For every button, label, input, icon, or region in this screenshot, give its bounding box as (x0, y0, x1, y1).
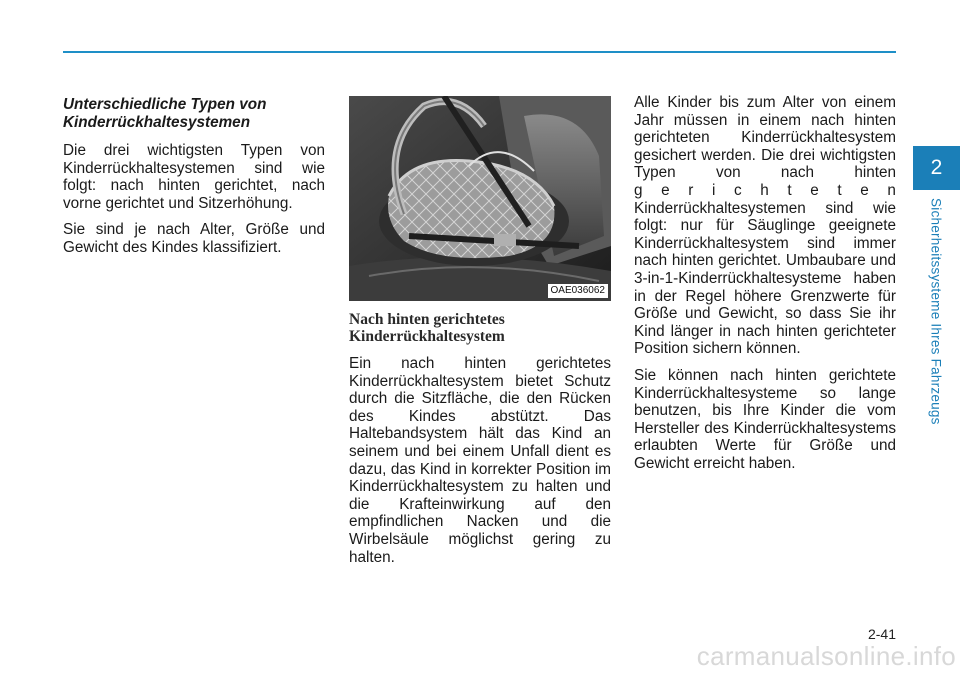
spaced-letter: t (787, 181, 792, 199)
spaced-letter: t (837, 181, 842, 199)
child-seat-photo (349, 96, 611, 301)
spaced-letter: h (760, 181, 769, 199)
chapter-number: 2 (930, 156, 943, 179)
header-rule (63, 51, 896, 53)
chapter-label (918, 198, 954, 438)
paragraph-start: Alle Kinder bis zum Alter von einem Jahr müssen in einem nach hinten gerichteten Kinderrückhaltesystem gesichert werden. Die drei wichtigsten Typen von nach hinten (634, 94, 896, 182)
paragraph: Sie sind je nach Alter, Größe und Gewicht des Kindes klassifiziert. (63, 221, 325, 256)
page-number: 2-41 (867, 626, 896, 642)
paragraph: Die drei wichtigsten Typen von Kinderrückhaltesystemen sind wie folgt: nach hinten gerichtet, nach vorne gerichtet und Sitzerhöhung. (63, 142, 325, 212)
paragraph (634, 94, 896, 358)
spaced-letter: n (887, 181, 896, 199)
chapter-title: Sicherheitssysteme Ihres Fahrzeugs (928, 198, 944, 425)
spaced-word (634, 182, 896, 200)
watermark: carmanualsonline.info (696, 641, 956, 671)
spaced-letter: e (860, 181, 869, 199)
spaced-letter: g (634, 181, 643, 199)
paragraph: Ein nach hinten gerichtetes Kinderrückhaltesystem bietet Schutz durch die Sitzfläche, die den Rücken des Kindes abstützt. Das Haltebandsystem hält das Kind an seinem und bei einem Unfall dient es dazu, das Kind in korrekter Position im Kinderrückhaltesystem zu halten und die Krafteinwirkung auf den empfindlichen Nacken und die Wirbelsäule möglichst gering zu halten. (349, 355, 611, 566)
paragraph-end: Kinderrückhaltesystemen sind wie folgt: nur für Säuglinge geeignete Kinderrückhaltesystem sind immer nach hinten gerichtet. Umbaubare und 3-in-1-Kinderrückhaltesysteme haben in der Regel höhere Grenzwerte für Größe und Gewicht, so dass Sie ihr Kind länger in nach hinten gerichteter Position sichern können. (634, 199, 896, 358)
column-left (63, 96, 325, 266)
paragraph: Sie können nach hinten gerichtete Kinderrückhaltesysteme so lange benutzen, bis Ihre Kinder die vom Hersteller des Kinderrückhaltesystems erlaubten Werte für Größe und Gewicht erreicht haben. (634, 366, 896, 472)
section-heading: Nach hinten gerichtetes Kinderrückhaltesystem (349, 311, 505, 345)
spaced-letter: e (661, 181, 670, 199)
spaced-letter: r (688, 181, 694, 199)
rear-facing-seat-illustration (349, 96, 611, 301)
chapter-tab (913, 146, 960, 190)
column-middle (349, 96, 611, 575)
spaced-letter: e (810, 181, 819, 199)
spaced-letter: i (711, 181, 716, 199)
spaced-letter: c (733, 181, 742, 199)
image-code: OAE036062 (548, 284, 609, 298)
column-right (634, 94, 896, 481)
section-heading: Unterschiedliche Typen von Kinderrückhaltesystemen (63, 96, 267, 131)
